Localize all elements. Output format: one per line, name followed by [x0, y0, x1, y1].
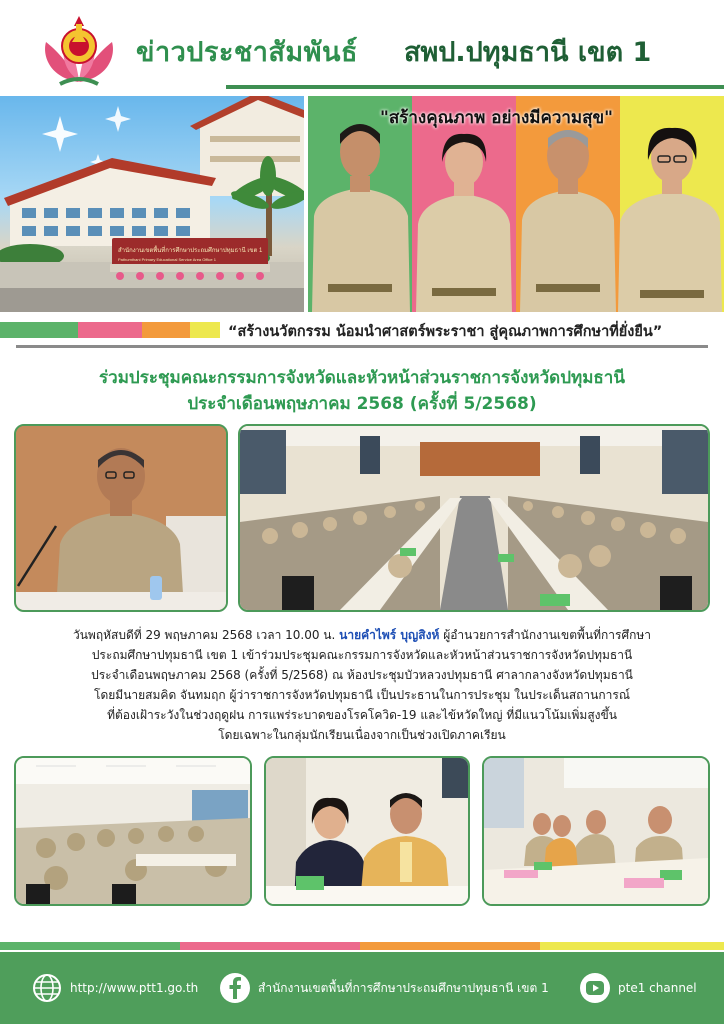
executive-portrait-3 [520, 130, 616, 312]
executive-portrait-2 [416, 134, 512, 312]
article-line-4: โดยมีนายสมคิด จันทมฤก ผู้ว่าราชการจังหวัดปทุมธานี เป็นประธานในการประชุม ในประเด็นสถานการณ์ [94, 688, 630, 702]
article-body [20, 625, 704, 745]
header-title: ข่าวประชาสัมพันธ์ [136, 37, 358, 68]
photo-meeting-attendees-1 [14, 756, 252, 906]
footer-strip-yellow [540, 942, 724, 950]
footer-website[interactable] [32, 952, 198, 1024]
photo-attendees-seated [264, 756, 470, 906]
article-line-2: ประถมศึกษาปทุมธานี เขต 1 เข้าร่วมประชุมคณะกรรมการจังหวัดและหัวหน้าส่วนราชการจังหวัดปทุมธานี [91, 648, 633, 662]
headline-line1: ร่วมประชุมคณะกรรมการจังหวัดและหัวหน้าส่วนราชการจังหวัดปทุมธานี [99, 368, 625, 388]
footer-strip-green [0, 942, 180, 950]
director-title: ผู้อำนวยการสำนักงานเขตพื้นที่การศึกษา [439, 628, 652, 642]
colorbar-orange [142, 322, 190, 338]
photo-director-at-meeting [14, 424, 228, 612]
globe-icon [32, 973, 62, 1003]
youtube-icon [580, 973, 610, 1003]
header-organization: สพป.ปทุมธานี เขต 1 [404, 37, 652, 68]
colorbar-green [0, 322, 78, 338]
youtube-channel-name[interactable]: pte1 channel [618, 981, 697, 995]
header [0, 0, 724, 96]
executive-portrait-4 [618, 128, 722, 312]
attendees-illustration-2 [266, 758, 468, 904]
divider-line [16, 345, 708, 348]
office-building-photo [0, 96, 304, 312]
colorbar-pink [78, 322, 142, 338]
article-date-time: วันพฤหัสบดีที่ 29 พฤษภาคม 2568 เวลา 10.00 น. [72, 628, 340, 642]
building-illustration [0, 96, 304, 312]
director-name: นายคำไพร์ บุญสิงห์ [339, 628, 440, 642]
banner [0, 96, 724, 312]
banner-slogan: "สร้างคุณภาพ อย่างมีความสุข" [380, 108, 613, 128]
photo-meeting-attendees-2 [482, 756, 710, 906]
building-sign-text-en: Pathumthani Primary Educational Service Area Office 1 [118, 257, 216, 262]
attendees-illustration-1 [16, 758, 250, 904]
headline-line2: ประจำเดือนพฤษภาคม 2568 (ครั้งที่ 5/2568) [187, 394, 537, 414]
article-line-5: ที่ต้องเฝ้าระวังในช่วงฤดูฝน การแพร่ระบาดของโรคโควิด-19 และไข้หวัดใหญ่ ที่มีแนวโน้มเพิ่มสูงขึ้น [107, 708, 617, 722]
attendees-illustration-3 [484, 758, 708, 904]
executive-portrait-1 [312, 124, 410, 312]
building-sign-text: สำนักงานเขตพื้นที่การศึกษาประถมศึกษาปทุมธานี เขต 1 [118, 248, 263, 254]
header-underline [226, 85, 724, 89]
article-line-6: โดยเฉพาะในกลุ่มนักเรียนเนื่องจากเป็นช่วงเปิดภาคเรียน [218, 728, 506, 742]
footer-strip-orange [360, 942, 540, 950]
facebook-icon [220, 973, 250, 1003]
director-photo-illustration [16, 426, 226, 610]
article-line-3: ประจำเดือนพฤษภาคม 2568 (ครั้งที่ 5/2568) ณ ห้องประชุมบัวหลวงปทุมธานี ศาลากลางจังหวัดปทุมธานี [91, 668, 633, 682]
photo-meeting-room-wide [238, 424, 710, 612]
colorbar-yellow [190, 322, 220, 338]
footer-facebook[interactable] [220, 952, 549, 1024]
footer-youtube[interactable] [580, 952, 697, 1024]
footer [0, 952, 724, 1024]
facebook-page-name[interactable]: สำนักงานเขตพื้นที่การศึกษาประถมศึกษาปทุมธานี เขต 1 [258, 980, 549, 995]
meeting-room-illustration [240, 426, 708, 610]
website-url[interactable]: http://www.ptt1.go.th [70, 981, 199, 995]
footer-strip-pink [180, 942, 360, 950]
vision-slogan: “สร้างนวัตกรรม น้อมนำศาสตร์พระราชา สู่คุณภาพการศึกษาที่ยั่งยืน” [228, 324, 663, 340]
obec-lotus-logo-icon [40, 12, 118, 88]
article-line-1 [20, 625, 704, 645]
